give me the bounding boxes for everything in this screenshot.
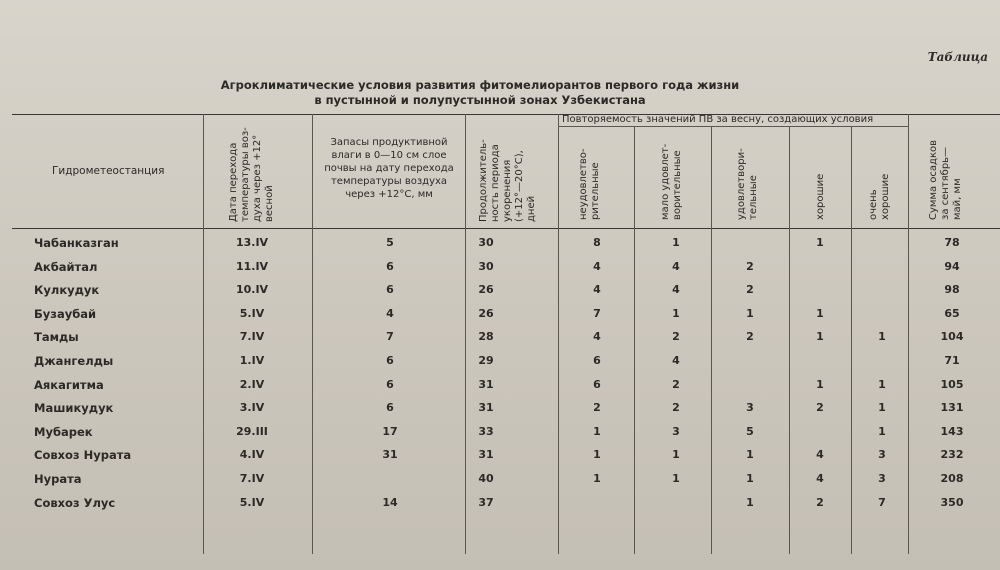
cell-vg: 1	[878, 377, 886, 391]
cell-reserves: 6	[386, 354, 394, 367]
cell-s: 2	[746, 330, 754, 344]
cell-vg: 1	[878, 401, 886, 415]
group-rule	[558, 126, 908, 127]
cell-u: 6	[593, 377, 601, 391]
col-divider	[312, 114, 313, 554]
cell-lu: 1	[672, 448, 680, 462]
table-title	[200, 78, 760, 108]
header-reserves: Запасы продуктивной влаги в 0—10 см слое почвы на дату перехода температуры воздуха через +12°С, мм	[324, 137, 454, 200]
header-duration: Продолжитель- ность периода укоренения (+12°—20°С), дней	[478, 139, 537, 222]
cell-duration: 30	[478, 259, 494, 273]
cell-reserves: 6	[386, 377, 394, 391]
cell-s: 1	[746, 306, 754, 320]
cell-reserves: 6	[386, 401, 394, 415]
station-name: Мубарек	[34, 424, 93, 439]
cell-date: 3.IV	[239, 401, 265, 415]
cell-u: 2	[593, 401, 601, 415]
station-name: Нурата	[34, 472, 82, 486]
cell-p: 208	[940, 472, 964, 485]
cell-reserves: 6	[386, 283, 394, 297]
cell-duration: 31	[478, 448, 494, 462]
header-precipitation: Сумма осадков за сентябрь— май, мм	[928, 139, 963, 220]
cell-s: 1	[746, 448, 754, 462]
cell-vg: 1	[878, 330, 886, 344]
col-divider	[558, 114, 559, 554]
cell-reserves: 31	[382, 448, 398, 462]
cell-p: 105	[940, 377, 964, 391]
cell-reserves: 14	[382, 495, 398, 509]
cell-s: 2	[746, 283, 754, 297]
cell-u: 6	[593, 354, 601, 367]
cell-lu: 2	[672, 330, 680, 344]
cell-reserves: 7	[386, 330, 394, 344]
cell-duration: 37	[478, 495, 494, 509]
cell-lu: 2	[672, 377, 680, 391]
cell-p: 104	[940, 330, 964, 344]
cell-lu: 1	[672, 236, 680, 249]
cell-date: 4.IV	[239, 448, 265, 462]
cell-duration: 31	[478, 401, 494, 415]
cell-u: 1	[593, 472, 601, 485]
cell-vg: 3	[878, 472, 886, 485]
header-low-satisfactory: мало удовлет- ворительные	[660, 143, 683, 220]
cell-lu: 4	[672, 259, 680, 273]
cell-u: 8	[593, 236, 601, 249]
cell-reserves: 6	[386, 259, 394, 273]
cell-s: 3	[746, 401, 754, 415]
title-line-2: в пустынной и полупустынной зонах Узбекистана	[314, 93, 646, 107]
cell-s: 5	[746, 424, 754, 438]
header-very-good: очень хорошие	[868, 173, 891, 220]
cell-u: 7	[593, 306, 601, 320]
cell-duration: 40	[478, 472, 494, 485]
header-unsatisfactory: неудовлетво- рительные	[578, 148, 601, 220]
cell-p: 232	[940, 448, 964, 462]
header-date: Дата перехода температуры воз- духа через +12° весной	[228, 127, 275, 222]
col-divider	[634, 126, 635, 554]
cell-vg: 3	[878, 448, 886, 462]
cell-p: 350	[940, 495, 964, 509]
cell-p: 71	[944, 354, 960, 367]
col-divider	[789, 126, 790, 554]
cell-duration: 28	[478, 330, 494, 344]
cell-u: 4	[593, 330, 601, 344]
cell-lu: 2	[672, 401, 680, 415]
cell-p: 131	[940, 401, 964, 415]
cell-lu: 1	[672, 472, 680, 485]
cell-duration: 26	[478, 306, 494, 320]
cell-vg: 1	[878, 424, 886, 438]
cell-lu: 4	[672, 354, 680, 367]
cell-reserves: 5	[386, 236, 394, 249]
cell-date: 11.IV	[235, 259, 269, 273]
cell-p: 143	[940, 424, 964, 438]
cell-p: 98	[944, 283, 960, 297]
cell-g: 2	[816, 401, 824, 415]
cell-vg: 7	[878, 495, 886, 509]
cell-duration: 29	[478, 354, 494, 367]
station-name: Аякагитма	[34, 377, 104, 392]
col-divider	[851, 126, 852, 554]
cell-reserves: 17	[382, 424, 398, 438]
station-name: Совхоз Нурата	[34, 448, 132, 463]
cell-date: 10.IV	[235, 283, 269, 297]
cell-date: 5.IV	[239, 306, 265, 320]
cell-g: 1	[816, 330, 824, 344]
cell-u: 4	[593, 283, 601, 297]
cell-lu: 4	[672, 283, 680, 297]
cell-duration: 30	[478, 236, 494, 249]
header-station: Гидрометеостанция	[52, 165, 165, 177]
cell-date: 2.IV	[239, 377, 265, 391]
cell-u: 1	[593, 424, 601, 438]
station-name: Кулкудук	[34, 283, 100, 298]
cell-g: 1	[816, 306, 824, 320]
header-satisfactory: удовлетвори- тельные	[736, 148, 759, 220]
cell-u: 1	[593, 448, 601, 462]
station-name: Чабанказган	[34, 236, 119, 250]
table-label: Таблица	[927, 50, 988, 64]
cell-duration: 33	[478, 424, 494, 438]
cell-g: 4	[816, 472, 824, 485]
cell-s: 2	[746, 259, 754, 273]
cell-s: 1	[746, 495, 754, 509]
cell-g: 1	[816, 236, 824, 249]
col-divider	[203, 114, 204, 554]
cell-s: 1	[746, 472, 754, 485]
header-good: хорошие	[815, 173, 826, 220]
cell-lu: 1	[672, 306, 680, 320]
station-name: Джангелды	[34, 354, 114, 368]
cell-date: 1.IV	[239, 354, 265, 367]
cell-date: 29.III	[236, 424, 268, 438]
cell-g: 4	[816, 448, 824, 462]
station-name: Акбайтал	[34, 259, 98, 274]
cell-p: 65	[944, 306, 960, 320]
cell-reserves: 4	[386, 306, 394, 320]
cell-duration: 26	[478, 283, 494, 297]
cell-u: 4	[593, 259, 601, 273]
station-name: Тамды	[34, 330, 79, 345]
cell-date: 7.IV	[239, 330, 265, 344]
col-divider	[908, 114, 909, 554]
cell-lu: 3	[672, 424, 680, 438]
station-name: Машикудук	[34, 401, 114, 416]
cell-duration: 31	[478, 377, 494, 391]
cell-g: 1	[816, 377, 824, 391]
cell-p: 78	[944, 236, 960, 249]
station-name: Совхоз Улус	[34, 495, 116, 510]
cell-date: 13.IV	[235, 236, 269, 249]
cell-date: 7.IV	[239, 472, 265, 485]
header-group: Повторяемость значений ПВ за весну, создающих условия	[562, 114, 874, 125]
title-line-1: Агроклиматические условия развития фитомелиорантов первого года жизни	[220, 78, 740, 92]
col-divider	[711, 126, 712, 554]
cell-g: 2	[816, 495, 824, 509]
cell-date: 5.IV	[239, 495, 265, 509]
cell-p: 94	[944, 259, 960, 273]
station-name: Бузаубай	[34, 306, 97, 321]
